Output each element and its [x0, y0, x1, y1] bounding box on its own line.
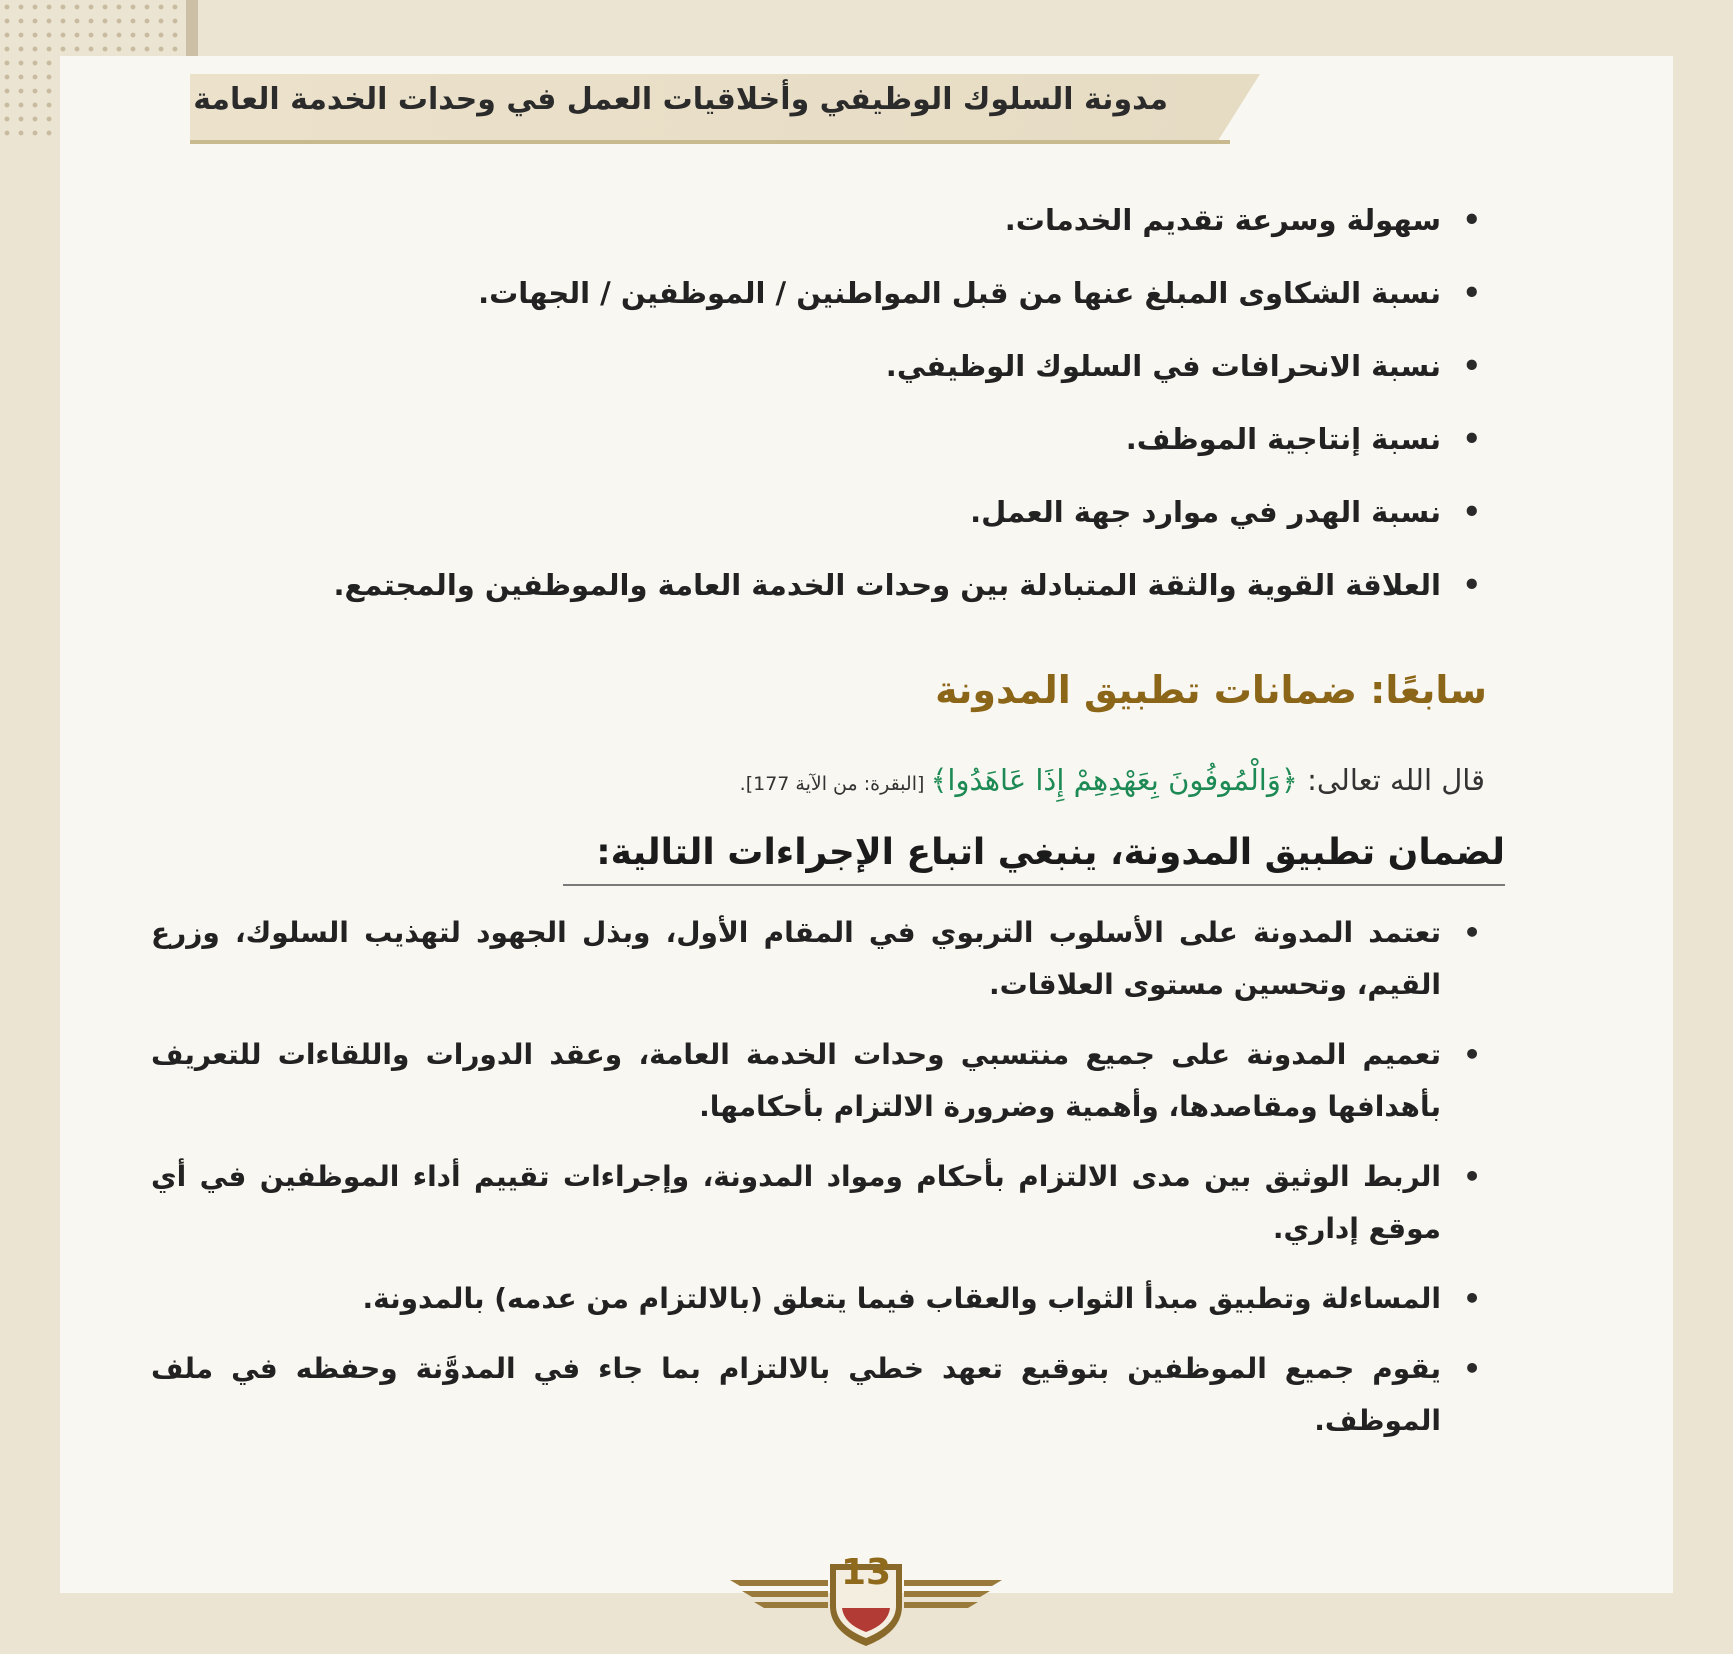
list-item: • نسبة الشكاوى المبلغ عنها من قبل المواطنين / الموظفين / الجهات.	[333, 270, 1481, 343]
list-item: • تعميم المدونة على جميع منتسبي وحدات الخدمة العامة، وعقد الدورات واللقاءات للتعريف بأهدافها ومقاصدها، وأهمية وضرورة الالتزام بأحكامها.	[151, 1029, 1481, 1133]
list-item: • نسبة الهدر في موارد جهة العمل.	[333, 489, 1481, 562]
list-item: • نسبة الانحرافات في السلوك الوظيفي.	[333, 343, 1481, 416]
list-item: • سهولة وسرعة تقديم الخدمات.	[333, 197, 1481, 270]
list-item: • العلاقة القوية والثقة المتبادلة بين وحدات الخدمة العامة والموظفين والمجتمع.	[333, 562, 1481, 635]
list-item: • تعتمد المدونة على الأسلوب التربوي في المقام الأول، وبذل الجهود لتهذيب السلوك، وزرع القيم، وتحسين مستوى العلاقات.	[151, 907, 1481, 1011]
procedures-list	[151, 907, 1481, 1465]
section-title: سابعًا: ضمانات تطبيق المدونة	[935, 668, 1487, 712]
list-item: • يقوم جميع الموظفين بتوقيع تعهد خطي بالالتزام بما جاء في المدوَّنة وحفظه في ملف الموظف.	[151, 1343, 1481, 1447]
quote-verse: ﴿وَالْمُوفُونَ بِعَهْدِهِمْ إِذَا عَاهَدُوا﴾	[930, 763, 1298, 797]
quote-reference: [البقرة: من الآية 177].	[739, 773, 931, 795]
list-item: • نسبة إنتاجية الموظف.	[333, 416, 1481, 489]
quran-quote	[740, 763, 1485, 797]
header-underline	[190, 140, 1230, 144]
list-item: • المساءلة وتطبيق مبدأ الثواب والعقاب فيما يتعلق (بالالتزام من عدمه) بالمدونة.	[151, 1273, 1481, 1325]
procedures-heading: لضمان تطبيق المدونة، ينبغي اتباع الإجراءات التالية:	[596, 832, 1505, 873]
document-title: مدونة السلوك الوظيفي وأخلاقيات العمل في وحدات الخدمة العامة	[193, 82, 1168, 117]
quote-intro: قال الله تعالى:	[1297, 763, 1485, 797]
page-number: 13	[840, 1552, 892, 1593]
list-item: • الربط الوثيق بين مدى الالتزام بأحكام ومواد المدونة، وإجراءات تقييم أداء الموظفين في أي موقع إداري.	[151, 1151, 1481, 1255]
heading-underline	[563, 884, 1505, 886]
indicators-list	[333, 197, 1481, 635]
